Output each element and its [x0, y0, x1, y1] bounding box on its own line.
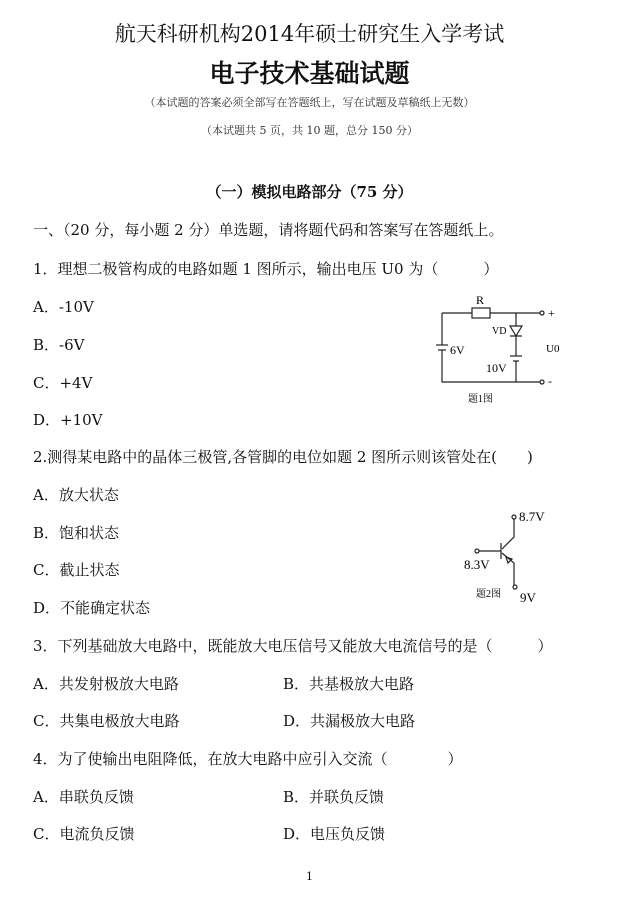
figure-1-caption: 题1图 [468, 394, 493, 405]
figure-2-transistor [440, 495, 570, 610]
q3-option-a: A．共发射极放大电路 [33, 675, 179, 693]
section-heading: （一）模拟电路部分（75 分） [206, 183, 413, 201]
q1-option-d: D．+10V [33, 411, 103, 429]
q2-option-a: A．放大状态 [33, 486, 119, 504]
figure-1-circuit [420, 290, 600, 410]
page-count-note: （本试题共 5 页，共 10 题，总分 150 分） [201, 124, 418, 137]
subject-title: 电子技术基础试题 [209, 59, 410, 88]
q2-option-c: C．截止状态 [33, 561, 120, 579]
answer-note: （本试题的答案必须全部写在答题纸上，写在试题及草稿纸上无数） [144, 96, 475, 109]
plus-label: + [548, 306, 555, 320]
q2-option-d: D．不能确定状态 [33, 599, 151, 617]
q3-option-b: B．共基极放大电路 [283, 675, 415, 693]
question-2: 2.测得某电路中的晶体三极管,各管脚的电位如题 2 图所示则该管处在( ) [33, 448, 533, 466]
q3-option-d: D．共漏极放大电路 [283, 712, 416, 730]
q4-option-b: B．并联负反馈 [283, 788, 385, 806]
resistor-label: R [476, 293, 485, 307]
q1-option-b: B．-6V [33, 336, 85, 354]
question-1: 1．理想二极管构成的电路如题 1 图所示，输出电压 U0 为（ ） [33, 260, 499, 278]
emitter-voltage: 9V [520, 590, 536, 605]
q3-option-c: C．共集电极放大电路 [33, 712, 180, 730]
collector-voltage: 8.7V [519, 509, 545, 524]
base-voltage: 8.3V [464, 557, 490, 572]
battery-label: 10V [486, 361, 507, 375]
source-label: 6V [450, 343, 465, 357]
q4-option-d: D．电压负反馈 [283, 825, 386, 843]
question-3: 3．下列基础放大电路中，既能放大电压信号又能放大电流信号的是（ ） [33, 637, 553, 655]
q1-option-a: A．-10V [33, 298, 94, 316]
q4-option-c: C．电流负反馈 [33, 825, 135, 843]
page-number: 1 [306, 870, 313, 883]
q4-option-a: A．串联负反馈 [33, 788, 134, 806]
minus-label: - [548, 374, 552, 388]
exam-title: 航天科研机构2014年硕士研究生入学考试 [114, 22, 505, 46]
part-intro: 一、（20 分，每小题 2 分）单选题，请将题代码和答案写在答题纸上。 [33, 221, 504, 239]
output-label: U0 [546, 343, 560, 355]
q1-option-c: C．+4V [33, 374, 93, 392]
question-4: 4．为了使输出电阻降低，在放大电路中应引入交流（ ） [33, 750, 463, 768]
diode-label: VD [492, 326, 507, 337]
figure-2-caption: 题2图 [476, 589, 501, 600]
q2-option-b: B．饱和状态 [33, 524, 120, 542]
